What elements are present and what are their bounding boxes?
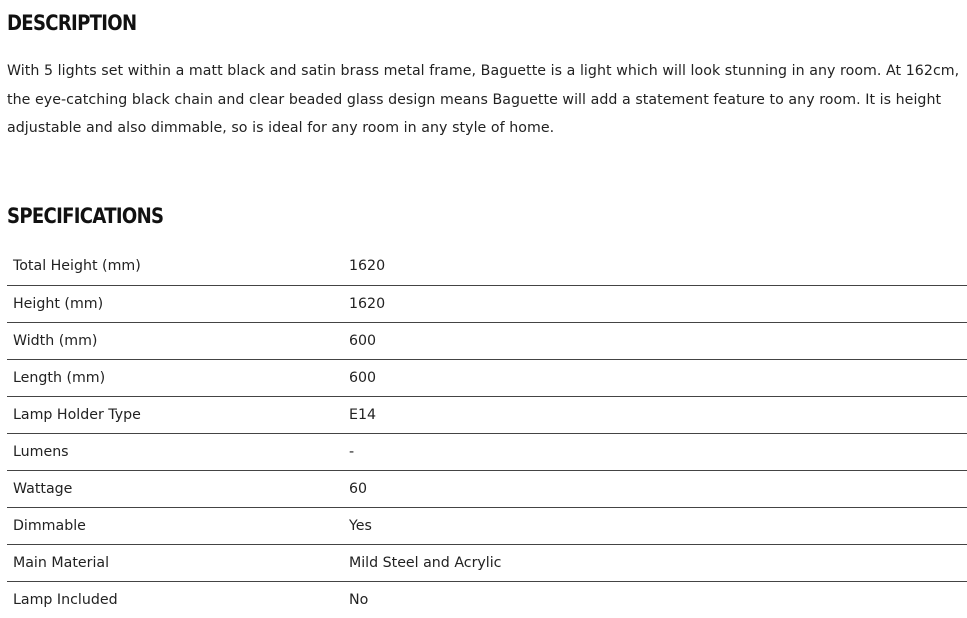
table-row <box>7 433 967 470</box>
spec-label: Lumens <box>7 433 343 470</box>
spec-value: 1620 <box>343 285 967 322</box>
spec-value: Yes <box>343 507 967 544</box>
table-row <box>7 544 967 581</box>
table-row <box>7 359 967 396</box>
spec-value: No <box>343 581 967 618</box>
description-heading: DESCRIPTION <box>7 11 137 35</box>
spec-label: Width (mm) <box>7 322 343 359</box>
spec-label: Dimmable <box>7 507 343 544</box>
spec-label: Lamp Holder Type <box>7 396 343 433</box>
table-row <box>7 322 967 359</box>
spec-label: Wattage <box>7 470 343 507</box>
spec-label: Length (mm) <box>7 359 343 396</box>
specifications-heading: SPECIFICATIONS <box>7 204 164 228</box>
table-row <box>7 285 967 322</box>
spec-label: Main Material <box>7 544 343 581</box>
spec-value: E14 <box>343 396 967 433</box>
spec-value: 600 <box>343 322 967 359</box>
table-row <box>7 581 967 618</box>
table-row <box>7 248 967 285</box>
spec-value: 60 <box>343 470 967 507</box>
spec-value: Mild Steel and Acrylic <box>343 544 967 581</box>
description-text: With 5 lights set within a matt black and satin brass metal frame, Baguette is a light which will look stunning in any room. At 162cm, the eye-catching black chain and clear beaded glass design means Baguette will add a statement feature to any room. It is height adjustable and also dimmable, so is ideal for any room in any style of home. <box>7 63 960 136</box>
table-row <box>7 470 967 507</box>
table-row <box>7 396 967 433</box>
table-row <box>7 507 967 544</box>
spec-value: - <box>343 433 967 470</box>
spec-value: 600 <box>343 359 967 396</box>
specifications-table <box>7 248 967 618</box>
spec-label: Height (mm) <box>7 285 343 322</box>
spec-value: 1620 <box>349 258 386 275</box>
spec-label: Total Height (mm) <box>13 258 141 275</box>
spec-label: Lamp Included <box>7 581 343 618</box>
